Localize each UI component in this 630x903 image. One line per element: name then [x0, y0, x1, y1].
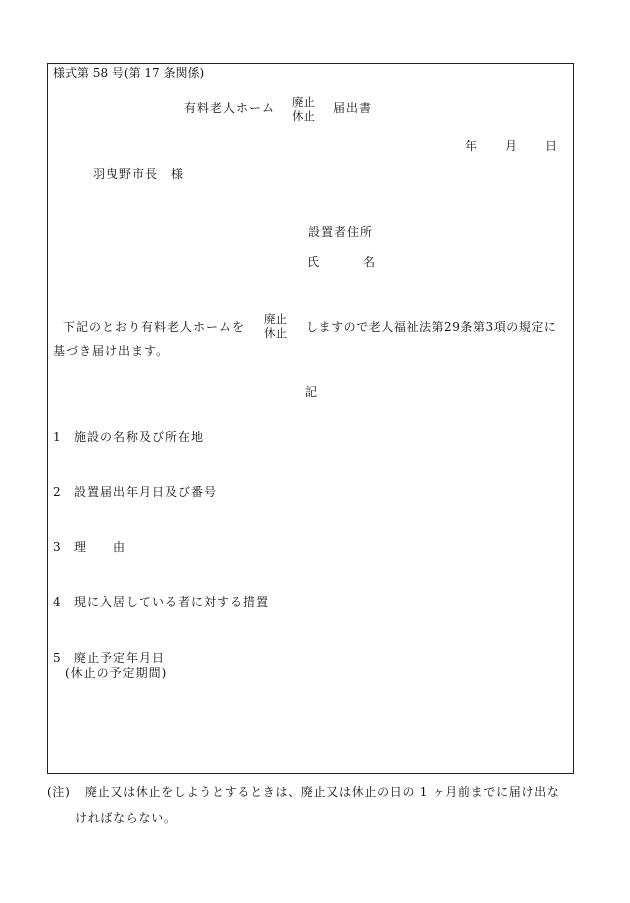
- item-number: 4: [53, 595, 62, 609]
- applicant-name-char-1: 氏: [307, 255, 320, 269]
- title-suffix: 届出書: [333, 101, 373, 115]
- footnote-line1: 廃止又は休止をしようとするときは、廃止又は休止の日の 1 ヶ月前までに届け出な: [85, 785, 560, 799]
- list-item: [53, 540, 126, 554]
- list-item: [53, 430, 204, 444]
- body-option-suspend: 休止: [264, 326, 287, 340]
- list-item: [53, 595, 269, 609]
- list-item: [53, 651, 165, 665]
- item-number: 1: [53, 430, 62, 444]
- title-prefix: 有料老人ホーム: [184, 101, 276, 115]
- title-option-abolish: 廃止: [292, 95, 315, 109]
- item-label: 施設の名称及び所在地: [74, 430, 205, 444]
- date-month-label: 月: [505, 139, 518, 153]
- applicant-address-label: 設置者住所: [308, 225, 374, 239]
- item-label: 理 由: [74, 540, 127, 554]
- date-day-label: 日: [545, 139, 558, 153]
- body-line1-after: しますので老人福祉法第29条第3項の規定に: [306, 320, 557, 334]
- item-label: 設置届出年月日及び番号: [74, 485, 218, 499]
- footnote-line2: ければならない。: [75, 811, 177, 825]
- title-option-suspend: 休止: [292, 109, 315, 123]
- applicant-name-char-2: 名: [363, 255, 376, 269]
- title-options: [292, 95, 315, 123]
- list-item: [53, 485, 217, 499]
- body-line2: 基づき届け出ます。: [53, 344, 170, 358]
- footnote-label: (注): [47, 785, 71, 799]
- item-label: 現に入居している者に対する措置: [74, 595, 270, 609]
- recipient: 羽曳野市長 様: [93, 167, 185, 181]
- ki-heading: 記: [305, 385, 318, 399]
- item-number: 5: [53, 651, 62, 665]
- item-number: 2: [53, 485, 62, 499]
- item-label: 廃止予定年月日: [74, 651, 166, 665]
- body-option-abolish: 廃止: [264, 312, 287, 326]
- date-year-label: 年: [465, 139, 478, 153]
- applicant-name-label: [307, 255, 375, 269]
- item-sublabel: (休止の予定期間): [65, 666, 168, 680]
- body-options: [264, 312, 287, 340]
- body-line1-before: 下記のとおり有料老人ホームを: [63, 320, 246, 334]
- form-number-label: 様式第 58 号(第 17 条関係): [53, 66, 205, 80]
- item-number: 3: [53, 540, 62, 554]
